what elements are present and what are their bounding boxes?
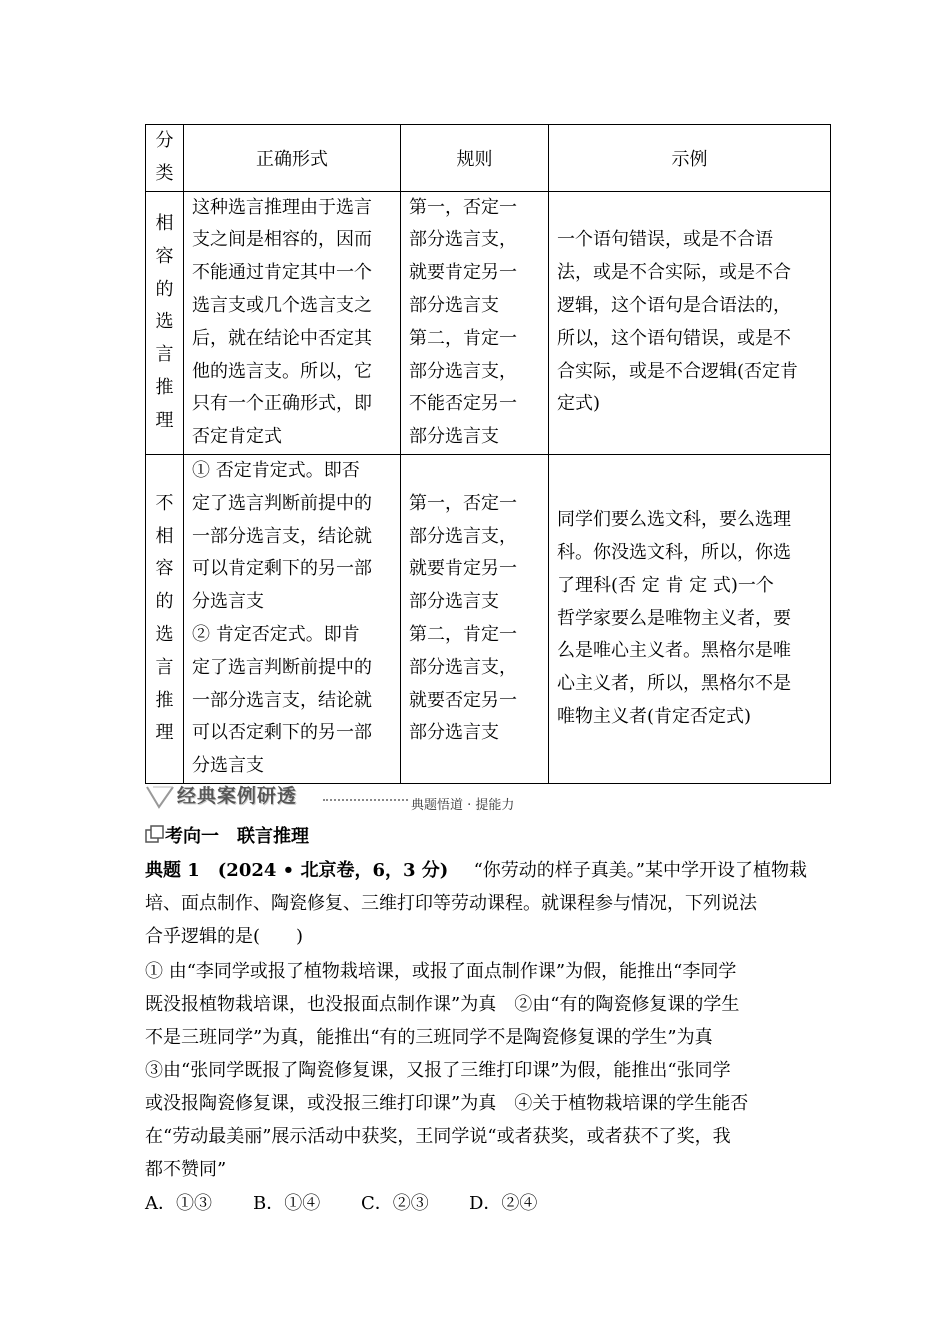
row2-category-char: 推 (155, 689, 174, 711)
form-line: 定了选言判断前提中的 (192, 656, 372, 678)
row1-category-char: 推 (155, 376, 174, 398)
example-line: 定式) (557, 393, 601, 415)
question-line-1: 典题 1 (2024 • 北京卷，6，3 分) “你劳动的样子真美。”某中学开设了植物栽 (145, 860, 807, 881)
header-category-char-1: 分 (155, 130, 174, 151)
rule-line: 部分选言支， (409, 360, 517, 382)
row2-form (184, 454, 401, 783)
example-line: 么是唯心主义者。黑格尔是唯 (557, 640, 791, 662)
row2-category (146, 454, 184, 783)
example-line: 了理科(否 定 肯 定 式)一个 (557, 574, 774, 596)
form-line: 分选言支 (192, 755, 264, 777)
rule-line: 第一，否定一 (409, 196, 517, 218)
row2-category-char: 不 (155, 492, 174, 514)
row2-category-char: 理 (155, 722, 174, 744)
row1-category-char: 的 (155, 278, 174, 300)
row1-category-char: 选 (155, 311, 174, 333)
statement-line: 不是三班同学”为真，能推出“有的三班同学不是陶瓷修复课的学生”为真 (145, 1027, 713, 1048)
row2-category-char: 选 (155, 623, 174, 645)
form-line: 支之间是相容的，因而 (192, 229, 372, 251)
statement-line: 既没报植物栽培课，也没报面点制作课”为真 ②由“有的陶瓷修复课的学生 (145, 994, 740, 1015)
header-category (146, 125, 184, 192)
rule-line: 第一，否定一 (409, 492, 517, 514)
banner-title: 经典案例研透 (177, 785, 298, 807)
form-line: 定了选言判断前提中的 (192, 492, 372, 514)
option-a[interactable]: A．①③ (145, 1193, 212, 1214)
example-line: 合实际，或是不合逻辑(否定肯 (557, 360, 799, 382)
rule-line: 就要肯定另一 (409, 262, 517, 284)
example-line: 心主义者，所以，黑格尔不是 (557, 673, 791, 695)
question-line: 培、面点制作、陶瓷修复、三维打印等劳动课程。就课程参与情况，下列说法 (145, 893, 757, 914)
form-line: ① 否定肯定式。即否 (192, 459, 360, 481)
row1-category-char: 相 (155, 212, 174, 234)
row1-category-char: 言 (155, 344, 174, 366)
option-c[interactable]: C．②③ (361, 1193, 429, 1214)
form-line: 一部分选言支，结论就 (192, 525, 372, 547)
logic-table (145, 124, 831, 784)
form-line: 选言支或几个选言支之 (192, 294, 372, 316)
form-line: 可以否定剩下的另一部 (192, 722, 372, 744)
square-bullet-icon (145, 825, 165, 845)
row1-rule (401, 191, 549, 454)
header-example: 示例 (549, 125, 831, 192)
rule-line: 部分选言支 (409, 426, 499, 448)
rule-line: 部分选言支， (409, 229, 517, 251)
statement-line: 在“劳动最美丽”展示活动中获奖，王同学说“或者获奖，或者获不了奖，我 (145, 1126, 731, 1147)
row2-rule (401, 454, 549, 783)
example-line: 所以，这个语句错误，或是不 (557, 327, 791, 349)
row2-category-char: 相 (155, 525, 174, 547)
banner-subtitle: 典题悟道 · 提能力 (411, 798, 515, 813)
rule-line: 就要否定另一 (409, 689, 517, 711)
option-b[interactable]: B．①④ (253, 1193, 321, 1214)
banner-divider (323, 799, 408, 801)
statement-line: 或没报陶瓷修复课，或没报三维打印课”为真 ④关于植物栽培课的学生能否 (145, 1093, 749, 1114)
form-line: 只有一个正确形式，即 (192, 393, 372, 415)
form-line: 否定肯定式 (192, 426, 282, 448)
form-line: 分选言支 (192, 591, 264, 613)
row2-category-char: 的 (155, 591, 174, 613)
row1-category-char: 容 (155, 245, 174, 267)
statement-line: 都不赞同” (145, 1159, 227, 1180)
question-stem (145, 854, 807, 953)
row2-category-char: 容 (155, 558, 174, 580)
rule-line: 就要肯定另一 (409, 558, 517, 580)
example-line: 逻辑，这个语句是合语法的， (557, 294, 791, 316)
rule-line: 第二，肯定一 (409, 623, 517, 645)
form-line: 这种选言推理由于选言 (192, 196, 372, 218)
rule-line: 部分选言支 (409, 591, 499, 613)
rule-line: 第二，肯定一 (409, 327, 517, 349)
row2-category-char: 言 (155, 656, 174, 678)
row1-form (184, 191, 401, 454)
header-category-char-2: 类 (155, 162, 174, 184)
example-line: 唯物主义者(肯定否定式) (557, 705, 752, 727)
example-line: 科。你没选文科，所以，你选 (557, 541, 791, 563)
example-line: 法，或是不合实际，或是不合 (557, 262, 791, 284)
form-line: 可以肯定剩下的另一部 (192, 558, 372, 580)
answer-options (145, 1187, 807, 1220)
form-line: 后，就在结论中否定其 (192, 327, 372, 349)
rule-line: 部分选言支， (409, 656, 517, 678)
row1-category (146, 191, 184, 454)
section-banner (145, 781, 525, 811)
statement-line: ③由“张同学既报了陶瓷修复课，又报了三维打印课”为假，能推出“张同学 (145, 1060, 731, 1081)
row2-example (549, 454, 831, 783)
triangle-icon (145, 783, 175, 811)
row1-category-char: 理 (155, 409, 174, 431)
section-heading-text: 考向一 联言推理 (165, 826, 309, 847)
option-d[interactable]: D．②④ (469, 1193, 538, 1214)
statement-line: ① 由“李同学或报了植物栽培课，或报了面点制作课”为假，能推出“李同学 (145, 961, 737, 982)
rule-line: 不能否定另一 (409, 393, 517, 415)
row1-example (549, 191, 831, 454)
form-line: 他的选言支。所以，它 (192, 360, 372, 382)
rule-line: 部分选言支， (409, 525, 517, 547)
rule-line: 部分选言支 (409, 294, 499, 316)
example-line: 哲学家要么是唯物主义者，要 (557, 607, 791, 629)
example-line: 一个语句错误，或是不合语 (557, 229, 773, 251)
question-line: 合乎逻辑的是( ) (145, 926, 304, 947)
rule-line: 部分选言支 (409, 722, 499, 744)
table-row (146, 191, 831, 454)
question-statements (145, 955, 807, 1186)
header-rule: 规则 (401, 125, 549, 192)
table-row (146, 454, 831, 783)
form-line: 不能通过肯定其中一个 (192, 262, 372, 284)
form-line: ② 肯定否定式。即肯 (192, 623, 360, 645)
header-form: 正确形式 (184, 125, 401, 192)
form-line: 一部分选言支，结论就 (192, 689, 372, 711)
table-header-row (146, 125, 831, 192)
example-line: 同学们要么选文科，要么选理 (557, 509, 791, 531)
